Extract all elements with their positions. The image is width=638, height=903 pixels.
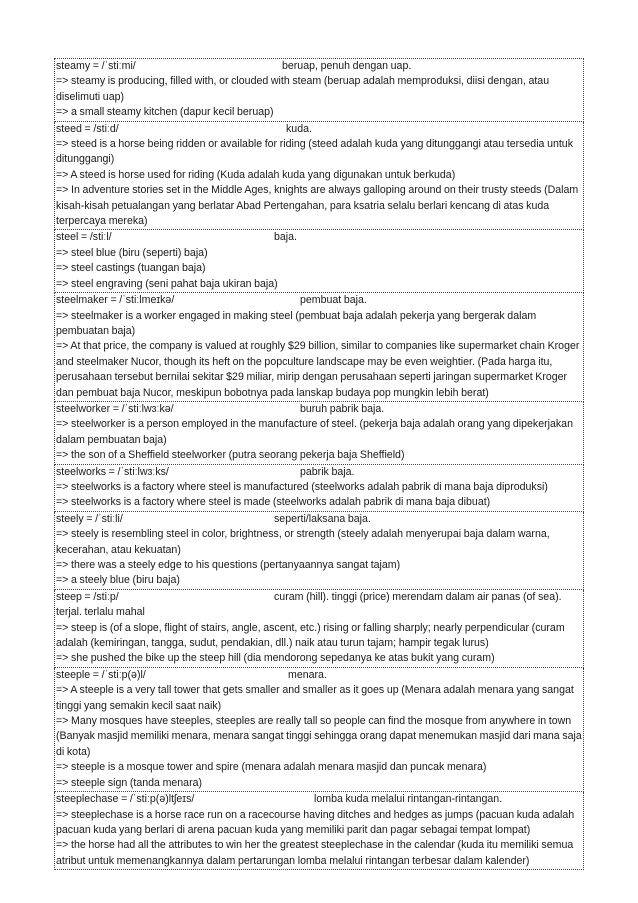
example-line: => steel castings (tuangan baja) — [56, 262, 206, 275]
definition-line: => steed is a horse being ridden or available for riding (steed adalah kuda yang ditunggangi atau tersedia untuk ditunggangi) — [56, 138, 573, 166]
example-line: => there was a steely edge to his questions (pertanyaannya sangat tajam) — [56, 559, 401, 571]
example-line: => the horse had all the attributes to win her the greatest steeplechase in the calendar (kuda itu memiliki semua atribut untuk memenangkannya dalam pertarungan lomba melalui rintangan terbesar dalam kalender) — [56, 839, 574, 867]
entry-headword-line — [56, 230, 583, 245]
example-line: => In adventure stories set in the Middle Ages, knights are always galloping around on their trusty steeds (Dalam kisah-kisah petualangan yang berlatar Abad Pertengahan, para ksatria selalu berlari kencang di atas kuda terpercaya mereka) — [56, 184, 579, 228]
entry-steep — [54, 590, 584, 668]
entry-headword-line — [56, 512, 583, 527]
headword: steeplechase = /ˈstiːp(ə)ltʃeɪs/ — [56, 793, 195, 806]
entry-headword-line — [56, 293, 583, 308]
example-line: => a small steamy kitchen (dapur kecil beruap) — [56, 106, 274, 119]
headword: steelworker = /ˈstiːlwɜːkə/ — [56, 402, 174, 415]
entry-steed — [54, 122, 584, 231]
definition-line: => steeplechase is a horse race run on a racecourse having ditches and hedges as jumps (pacuan kuda adalah pacuan kuda yang berlari di arena pacuan kuda yang memiliki parit dan pagar sebagai tempat lompat) — [56, 808, 575, 836]
headword: steep = /stiːp/ — [56, 590, 119, 603]
meaning: menara. — [288, 668, 327, 681]
definition-line: => steamy is producing, filled with, or clouded with steam (beruap adalah memproduksi, diisi dengan, atau diselimuti uap) — [56, 75, 550, 103]
entry-steelworks — [54, 465, 584, 512]
entry-headword-line — [56, 668, 583, 683]
example-line: => she pushed the bike up the steep hill (dia mendorong sepedanya ke atas bukit yang curam) — [56, 652, 495, 665]
meaning: baja. — [274, 231, 297, 244]
entry-steel — [54, 230, 584, 293]
example-line: => the son of a Sheffield steelworker (putra seorang pekerja baja Sheffield) — [56, 449, 405, 462]
definition-line: => steeple is a mosque tower and spire (menara adalah menara masjid dan puncak menara) — [56, 761, 487, 774]
entry-headword-line — [56, 402, 583, 417]
meaning: pembuat baja. — [300, 294, 367, 307]
entry-steely — [54, 512, 584, 590]
meaning: beruap, penuh dengan uap. — [282, 60, 412, 72]
headword: steamy = /ˈstiːmi/ — [56, 60, 136, 72]
meaning: pabrik baja. — [300, 465, 355, 478]
entry-headword-line — [56, 590, 583, 605]
meaning: curam (hill). tinggi (price) merendam dalam air panas (of sea). — [274, 590, 562, 603]
meaning: seperti/laksana baja. — [274, 512, 371, 525]
headword: steed = /stiːd/ — [56, 122, 119, 135]
entry-headword-line — [56, 122, 583, 137]
example-line: => At that price, the company is valued at roughly $29 billion, similar to companies like supermarket chain Kroger and steelmaker Nucor, though its heft on the popculture landscape may be even weightier. (Pada harga itu, perusahaan tersebut bernilai sekitar $29 miliar, mirip dengan perusahaan seperti jaringan supermarket Kroger dan pembuat baja Nucor, meskipun bobotnya pada lanskap budaya pop mungkin lebih berat) — [56, 340, 580, 399]
headword: steelmaker = /ˈstiːlmeɪkə/ — [56, 294, 175, 307]
entry-steelworker — [54, 402, 584, 465]
entry-steamy — [54, 58, 584, 122]
definition-line: => steelworker is a person employed in the manufacture of steel. (pekerja baja adalah orang yang dipekerjakan dalam pembuatan baja) — [56, 418, 573, 446]
entry-headword-line — [56, 59, 583, 74]
meaning-continuation: terjal. terlalu mahal — [56, 606, 145, 619]
meaning: lomba kuda melalui rintangan-rintangan. — [314, 793, 503, 806]
entry-steeple — [54, 668, 584, 792]
example-line: => steel engraving (seni pahat baja ukiran baja) — [56, 277, 278, 290]
headword: steely = /ˈstiːli/ — [56, 512, 123, 525]
example-line: => steel blue (biru (seperti) baja) — [56, 246, 208, 259]
definition-line: => steep is (of a slope, flight of stairs, angle, ascent, etc.) rising or falling sharply; nearly perpendicular (curam adalah (kemiringan, tangga, sudut, pendakian, dll.) naik atau turun tajam; hampir tegak lurus) — [56, 621, 565, 650]
example-line: => steeple sign (tanda menara) — [56, 776, 203, 789]
entry-headword-line — [56, 465, 583, 480]
entry-steeplechase — [54, 792, 584, 870]
definition-line: => steelmaker is a worker engaged in making steel (pembuat baja adalah pekerja yang bergerak dalam pembuatan baja) — [56, 309, 537, 337]
example-line: => A steed is horse used for riding (Kuda adalah kuda yang digunakan untuk berkuda) — [56, 168, 456, 181]
definition-line: => A steeple is a very tall tower that gets smaller and smaller as it goes up (Menara adalah menara yang sangat tinggi yang semakin kecil saat naik) — [56, 684, 574, 712]
definition-line: => steelworks is a factory where steel is manufactured (steelworks adalah pabrik di mana baja diproduksi) — [56, 480, 548, 493]
document-page — [54, 58, 584, 870]
meaning: kuda. — [286, 122, 312, 135]
entry-steelmaker — [54, 293, 584, 402]
meaning: buruh pabrik baja. — [300, 402, 385, 415]
example-line: => a steely blue (biru baja) — [56, 574, 180, 587]
definition-line: => steelworks is a factory where steel is made (steelworks adalah pabrik di mana baja dibuat) — [56, 496, 491, 509]
headword: steel = /stiːl/ — [56, 231, 112, 244]
example-line: => Many mosques have steeples, steeples are really tall so people can find the mosque from anywhere in town (Banyak masjid memiliki menara, menara sangat tinggi sehingga orang dapat menemukan masjid dari mana saja di kota) — [56, 715, 582, 758]
entry-headword-line — [56, 792, 583, 807]
headword: steelworks = /ˈstiːlwɜːks/ — [56, 465, 169, 478]
headword: steeple = /ˈstiːp(ə)l/ — [56, 668, 146, 681]
definition-line: => steely is resembling steel in color, brightness, or strength (steely adalah menyerupai baja dalam warna, kecerahan, atau kekuatan) — [56, 528, 550, 556]
